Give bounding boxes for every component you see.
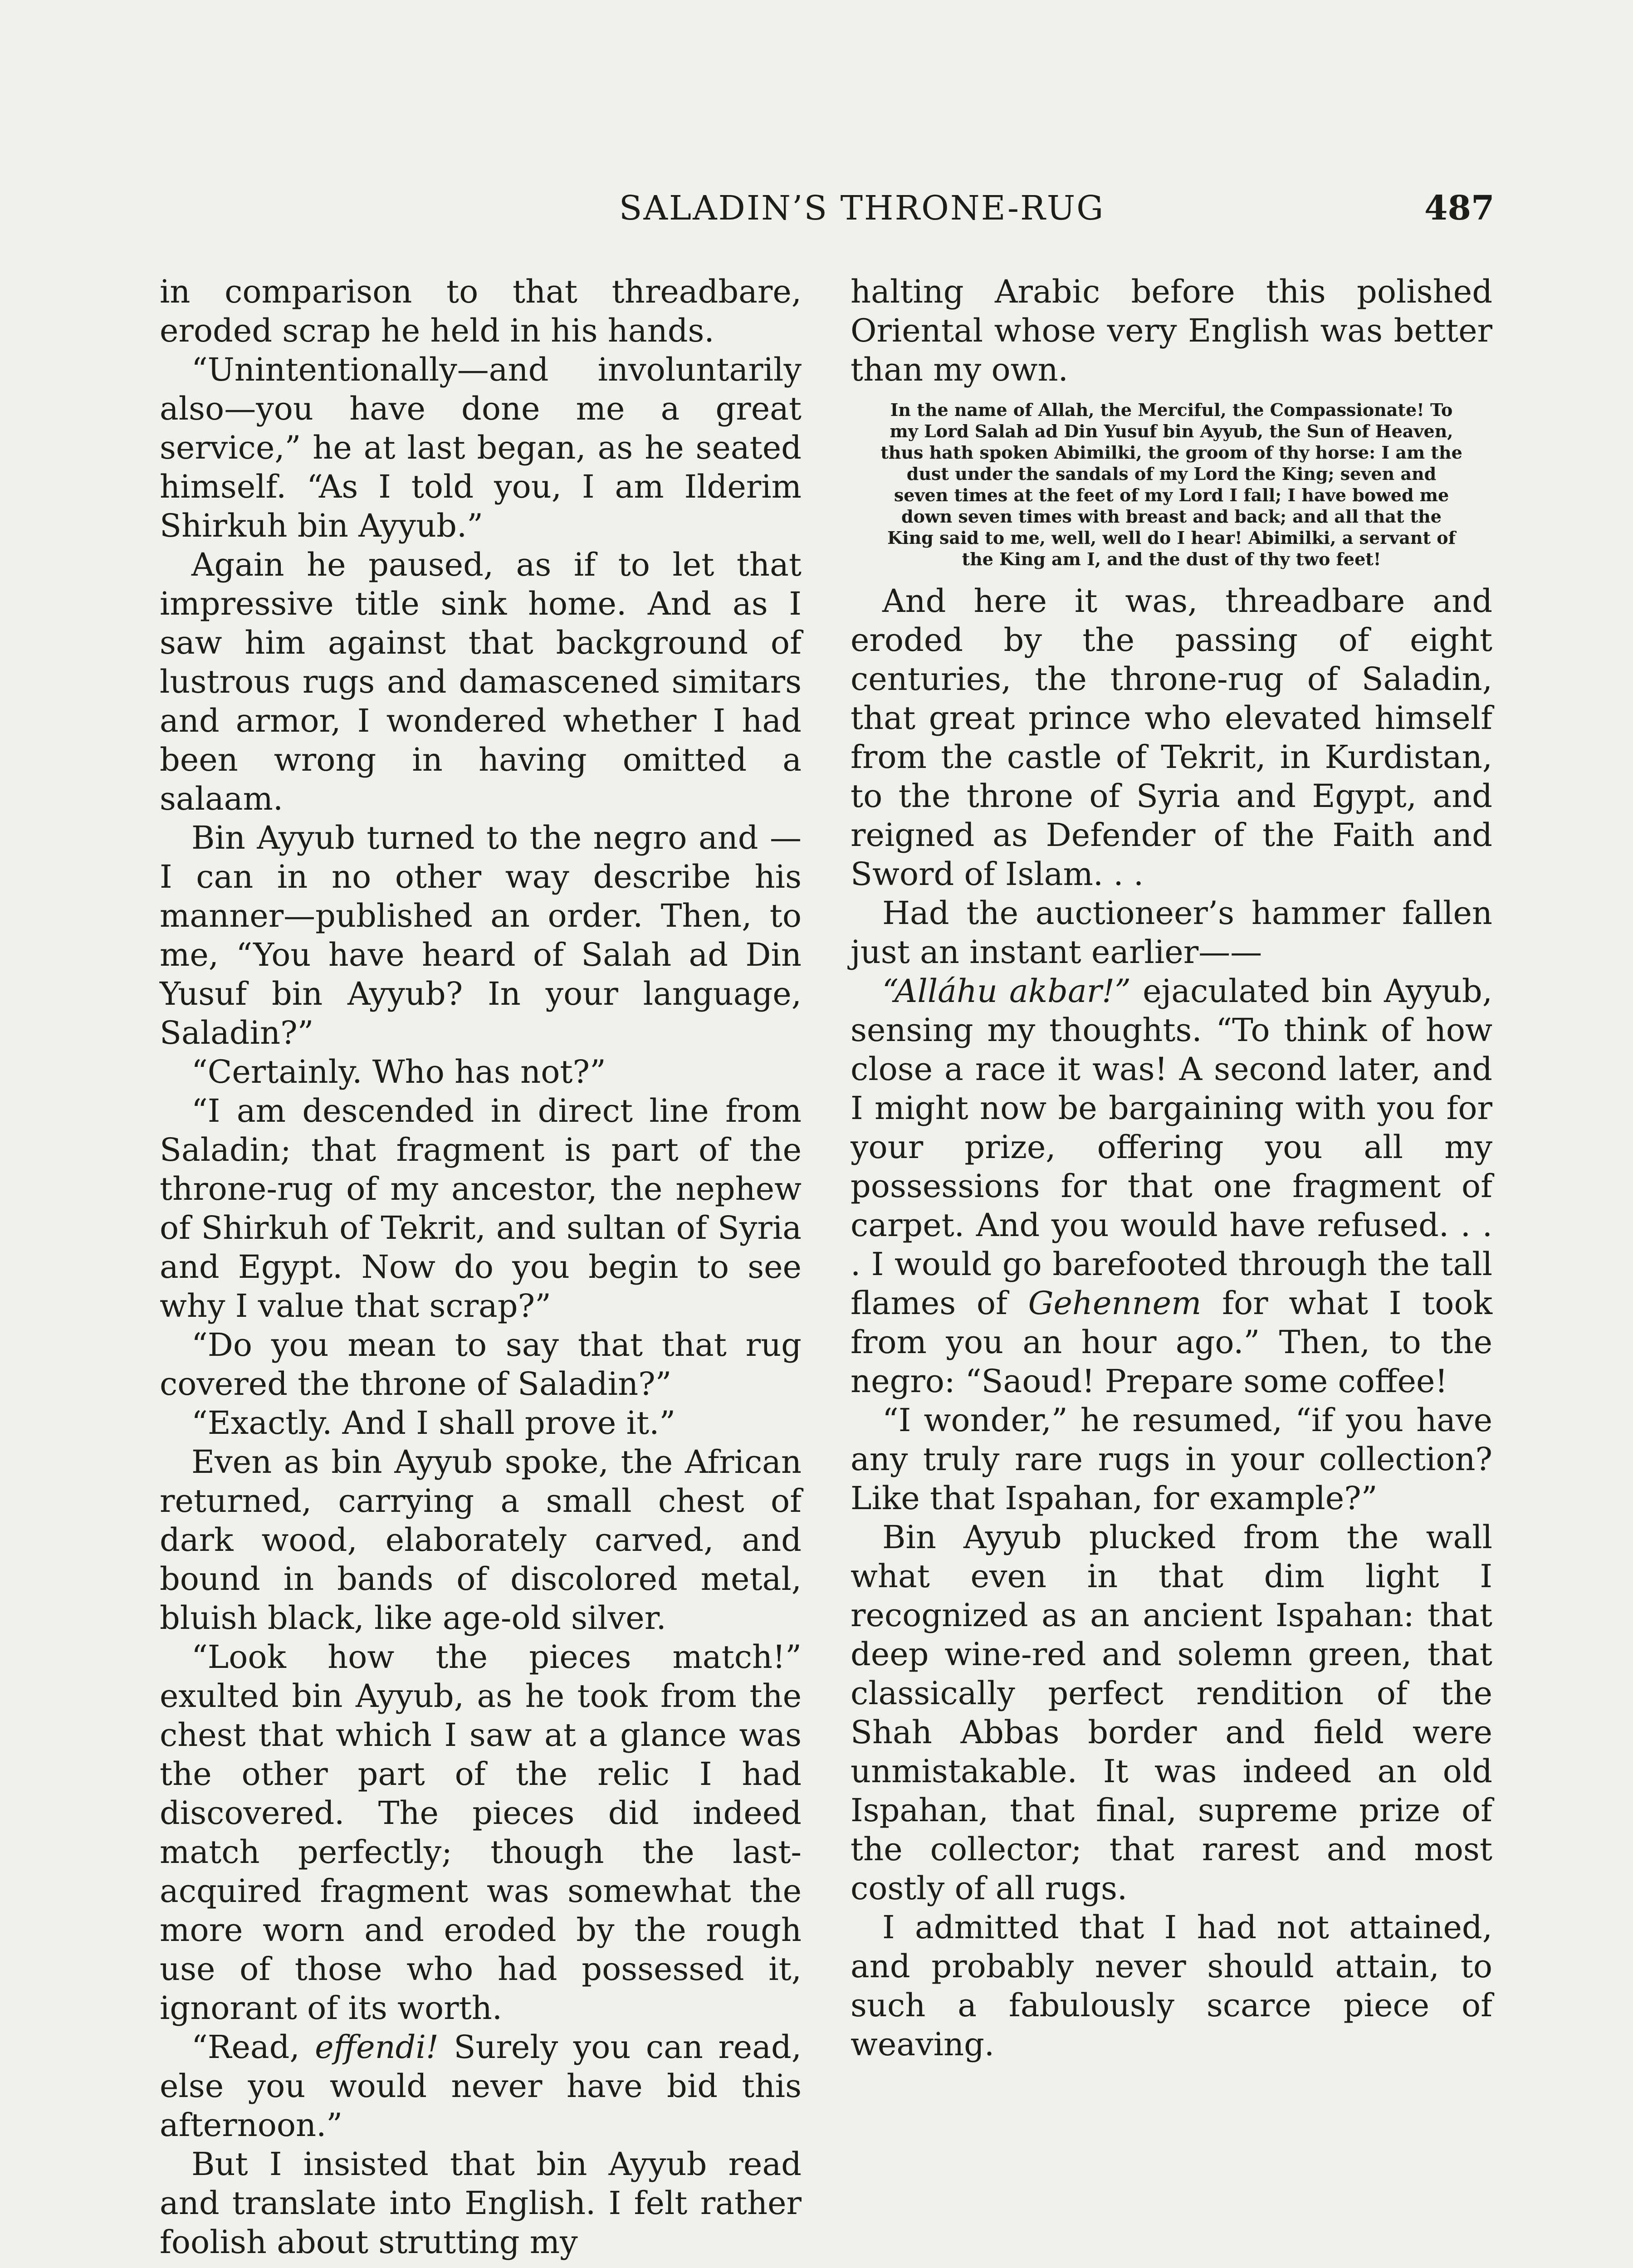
paragraph: “Certainly. Who has not?”	[191, 1053, 606, 1090]
paragraph: halting Arabic before this polished Oriental whose very English was better than my own.	[851, 273, 1492, 388]
page-number: 487	[1424, 189, 1495, 228]
right-column	[851, 272, 1492, 2064]
paragraph	[160, 2028, 802, 2145]
text-run: for what I took from you an hour ago.” Then, to the negro: “Saoud! Prepare some coffee!	[851, 1285, 1493, 1400]
paragraph: Had the auctioneer’s hammer fallen just an instant earlier——	[851, 894, 1492, 971]
paragraph: Bin Ayyub plucked from the wall what even in that dim light I recognized as an ancient Ispahan: that deep wine-red and solemn green, that classically perfect rendition of the Shah Abbas border and field were unmistakable. It was indeed an old Ispahan, that final, supreme prize of the collector; that rarest and most costly of all rugs.	[851, 1519, 1492, 1907]
paragraph: But I insisted that bin Ayyub read and translate into English. I felt rather foolish about strutting my	[160, 2146, 802, 2261]
paragraph: Again he paused, as if to let that impressive title sink home. And as I saw him against that background of lustrous rugs and damascened simitars and armor, I wondered whether I had been wrong in having omitted a salaam.	[160, 546, 802, 817]
paragraph: And here it was, threadbare and eroded by the passing of eight centuries, the throne-rug of Saladin, that great prince who elevated himself from the castle of Tekrit, in Kurdistan, to the throne of Syria and Egypt, and reigned as Defender of the Faith and Sword of Islam. . .	[851, 582, 1492, 893]
paragraph: “I am descended in direct line from Saladin; that fragment is part of the throne-rug of my ancestor, the nephew of Shirkuh of Tekrit, and sultan of Syria and Egypt. Now do you begin to see why I value that scrap?”	[160, 1092, 802, 1325]
running-title: SALADIN’S THRONE-RUG	[619, 189, 1105, 228]
paragraph: “Exactly. And I shall prove it.”	[191, 1404, 676, 1442]
italic-text: Gehennem	[1028, 1285, 1202, 1322]
paragraph	[851, 972, 1492, 1401]
italic-text: “Alláhu akbar!”	[882, 973, 1131, 1010]
text-run: Surely you can read, else you would never have bid this afternoon.”	[160, 2028, 802, 2144]
paragraph: I admitted that I had not attained, and probably never should attain, to such a fabulously scarce piece of weaving.	[851, 1909, 1492, 2063]
text-run: ejaculated bin Ayyub, sensing my thoughts. “To think of how close a race it was! A second later, and I might now be bargaining with you for your prize, offering you all my possessions for that one fragment of carpet. And you would have refused. . . . I would go barefooted through the tall flames of	[851, 973, 1492, 1322]
italic-text: effendi!	[315, 2028, 439, 2066]
paragraph: “Do you mean to say that that rug covered the throne of Saladin?”	[160, 1326, 802, 1403]
paragraph: in comparison to that threadbare, eroded scrap he held in his hands.	[160, 273, 802, 349]
text-run: “Read,	[191, 2028, 315, 2066]
verse-block: In the name of Allah, the Merciful, the Compassionate! To my Lord Salah ad Din Yusuf bin Ayyub, the Sun of Heaven, thus hath spoken Abimilki, the groom of thy horse: I am the dust under the sandals of my Lord the King; seven and seven times at the feet of my Lord I fall; I have bowed me down seven times with breast and back; and all that the King said to me, well, well do I hear! Abimilki, a servant of the King am I, and the dust of thy two feet!	[880, 400, 1462, 569]
paragraph: “I wonder,” he resumed, “if you have any truly rare rugs in your collection? Like that Ispahan, for example?”	[851, 1402, 1492, 1517]
paragraph: “Unintentionally—and involuntarily also—you have done me a great service,” he at last began, as he seated himself. “As I told you, I am Ilderim Shirkuh bin Ayyub.”	[160, 351, 802, 544]
paragraph: “Look how the pieces match!” exulted bin Ayyub, as he took from the chest that which I saw at a glance was the other part of the relic I had discovered. The pieces did indeed match perfectly; though the last-acquired fragment was somewhat the more worn and eroded by the rough use of those who had possessed it, ignorant of its worth.	[160, 1638, 802, 2027]
paragraph: Bin Ayyub turned to the negro and —I can in no other way describe his manner—published an order. Then, to me, “You have heard of Salah ad Din Yusuf bin Ayyub? In your language, Saladin?”	[160, 819, 802, 1051]
paragraph: Even as bin Ayyub spoke, the African returned, carrying a small chest of dark wood, elaborately carved, and bound in bands of discolored metal, bluish black, like age-old silver.	[160, 1443, 802, 1637]
page-header	[0, 183, 1633, 233]
left-column	[160, 272, 802, 2262]
